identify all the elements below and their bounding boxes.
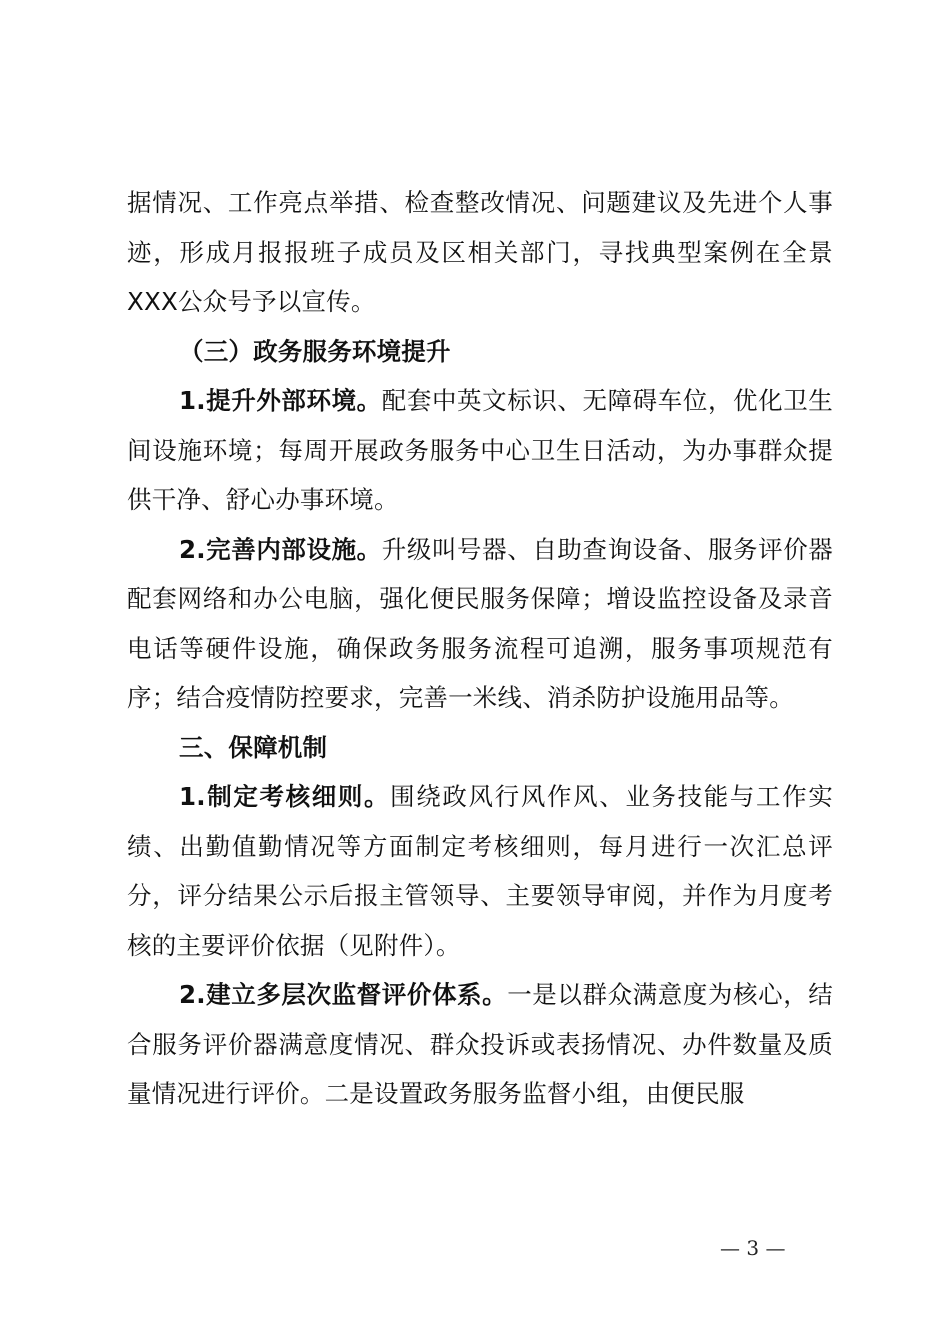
- paragraph-supervision-system: [127, 970, 833, 1119]
- paragraph-text: 升级叫号器、自助查询设备、服务评价器配套网络和办公电脑，强化便民服务保障；增设监控设备及录音电话等硬件设施，确保政务服务流程可追溯，服务事项规范有序；结合疫情防控要求，完善一米线、消杀防护设施用品等。: [127, 534, 833, 712]
- paragraph-internal-facilities: [127, 525, 833, 723]
- paragraph-lead: 1.制定考核细则。: [179, 782, 391, 811]
- paragraph-text: 据情况、工作亮点举措、检查整改情况、问题建议及先进个人事迹，形成月报报班子成员及区相关部门，寻找典型案例在全景XXX公众号予以宣传。: [127, 188, 833, 316]
- paragraph-lead: 2.建立多层次监督评价体系。: [179, 980, 508, 1009]
- document-body: [127, 178, 833, 1119]
- paragraph-external-environment: [127, 376, 833, 525]
- section-heading-guarantee: [127, 723, 833, 773]
- paragraph-continuation: [127, 178, 833, 327]
- section-heading-environment: [127, 327, 833, 377]
- paragraph-text: 配套中英文标识、无障碍车位，优化卫生间设施环境；每周开展政务服务中心卫生日活动，为办事群众提供干净、舒心办事环境。: [127, 386, 833, 514]
- heading-text: （三）政务服务环境提升: [179, 336, 451, 366]
- paragraph-text: 围绕政风行风作风、业务技能与工作实绩、出勤值勤情况等方面制定考核细则，每月进行一次汇总评分，评分结果公示后报主管领导、主要领导审阅，并作为月度考核的主要评价依据（见附件）。: [127, 782, 833, 960]
- paragraph-text: 一是以群众满意度为核心，结合服务评价器满意度情况、群众投诉或表扬情况、办件数量及质量情况进行评价。二是设置政务服务监督小组，由便民服: [127, 980, 833, 1108]
- paragraph-lead: 2.完善内部设施。: [179, 534, 382, 564]
- paragraph-assessment-rules: [127, 772, 833, 970]
- paragraph-lead: 1.提升外部环境。: [179, 386, 382, 415]
- heading-text: 三、保障机制: [179, 732, 328, 762]
- page-number: — 3 —: [720, 1236, 786, 1260]
